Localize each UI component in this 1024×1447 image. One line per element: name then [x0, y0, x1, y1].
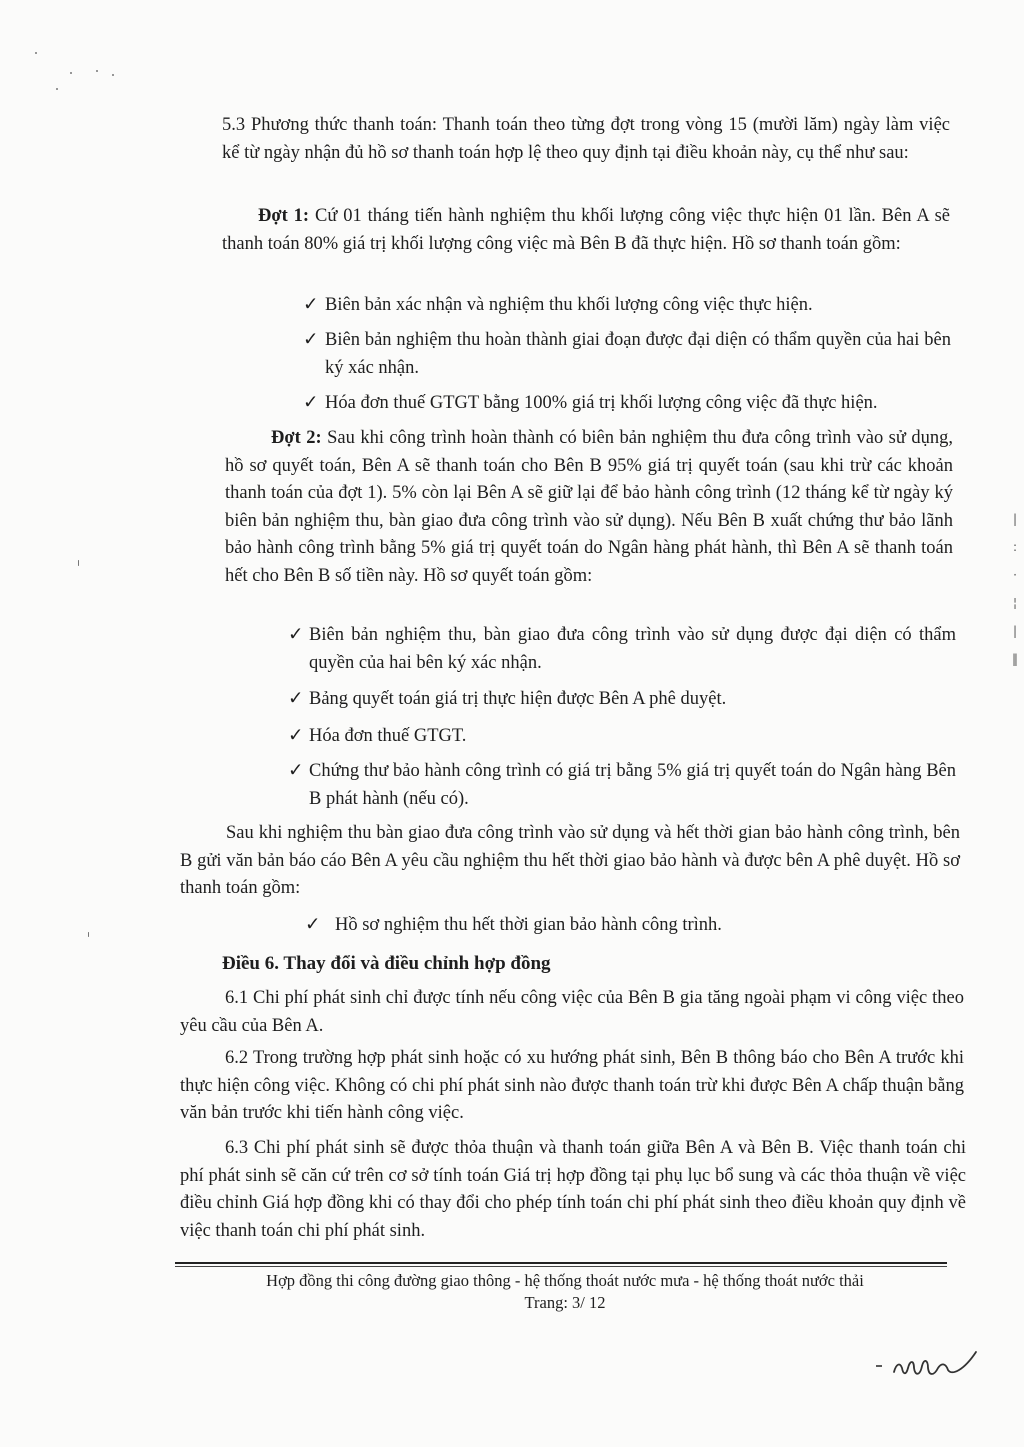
check-icon: ✓ [303, 330, 319, 350]
dot2-text: Sau khi công trình hoàn thành có biên bản nghiệm thu đưa công trình vào sử dụng, hồ sơ quyết toán, Bên A sẽ thanh toán cho Bên B 95% giá trị quyết toán (sau khi trừ các khoản thanh toán của đợt 1). 5% còn lại Bên A sẽ giữ lại để bảo hành công trình (12 tháng kể từ ngày ký biên bản nghiệm thu, bàn giao đưa công trình vào sử dụng). Nếu Bên B xuất chứng thư bảo lãnh bảo hành công trình bằng 5% giá trị quyết toán do Ngân hàng phát hành, thì Bên A sẽ thanh toán hết cho Bên B số tiền này. Hồ sơ quyết toán gồm: [225, 428, 953, 586]
dot1-item-text: Hóa đơn thuế GTGT bằng 100% giá trị khối lượng công việc đã thực hiện. [325, 393, 878, 413]
footer-title: Hợp đồng thi công đường giao thông - hệ thống thoát nước mưa - hệ thống thoát nước thải [266, 1271, 864, 1290]
check-icon: ✓ [303, 393, 319, 413]
check-icon: ✓ [288, 726, 304, 746]
dot1-item [303, 390, 951, 418]
signature-mark [872, 1342, 987, 1388]
section-5-3-text: 5.3 Phương thức thanh toán: Thanh toán theo từng đợt trong vòng 15 (mười lăm) ngày làm việc kể từ ngày nhận đủ hồ sơ thanh toán hợp lệ theo quy định tại điều khoản này, cụ thể như sau: [222, 115, 950, 163]
article-6-1: 6.1 Chi phí phát sinh chỉ được tính nếu công việc của Bên B gia tăng ngoài phạm vi công việc theo yêu cầu của Bên A. [180, 988, 964, 1036]
dot2-item-text: Biên bản nghiệm thu, bàn giao đưa công trình vào sử dụng được đại diện có thẩm quyền của hai bên ký xác nhận. [309, 625, 956, 673]
scan-speck [70, 72, 72, 74]
scan-speck [78, 560, 79, 566]
scan-speck [88, 932, 89, 937]
dot1-item-text: Biên bản nghiệm thu hoàn thành giai đoạn được đại diện có thẩm quyền của hai bên ký xác nhận. [325, 330, 951, 378]
scan-speck [35, 52, 37, 54]
article-6-heading: Điều 6. Thay đổi và điều chỉnh hợp đồng [222, 953, 551, 974]
dot1-paragraph [222, 203, 950, 258]
dot2-paragraph [225, 425, 953, 590]
scan-speck [112, 74, 114, 76]
dot1-item-text: Biên bản xác nhận và nghiệm thu khối lượng công việc thực hiện. [325, 295, 813, 315]
dot2-item [288, 758, 956, 813]
page-number: Trang: 3/ 12 [524, 1293, 606, 1312]
check-icon: ✓ [303, 295, 319, 315]
check-icon: ✓ [305, 915, 321, 935]
footer-rule [175, 1266, 947, 1267]
dot1-label: Đợt 1: [258, 206, 310, 226]
dot1-item [303, 292, 951, 320]
dot2-item-text: Hóa đơn thuế GTGT. [309, 726, 467, 746]
article-6-3: 6.3 Chi phí phát sinh sẽ được thỏa thuận và thanh toán giữa Bên A và Bên B. Việc thanh toán chi phí phát sinh sẽ căn cứ trên cơ sở tính toán Giá trị hợp đồng tại phụ lục bổ sung và các thỏa thuận về việc điều chỉnh Giá hợp đồng khi có thay đổi cho phép tính toán chi phí phát sinh theo điều khoản quy định về việc thanh toán chi phí phát sinh. [180, 1138, 966, 1241]
dot2-item [288, 686, 956, 714]
check-icon: ✓ [288, 689, 304, 709]
dot1-text: Cứ 01 tháng tiến hành nghiệm thu khối lượng công việc thực hiện 01 lần. Bên A sẽ thanh toán 80% giá trị khối lượng công việc mà Bên B đã thực hiện. Hồ sơ thanh toán gồm: [222, 206, 950, 254]
dot1-item [303, 327, 951, 382]
after-warranty-paragraph: Sau khi nghiệm thu bàn giao đưa công trình vào sử dụng và hết thời gian bảo hành công trình, bên B gửi văn bản báo cáo Bên A yêu cầu nghiệm thu hết thời giao bảo hành và được bên A phê duyệt. Hồ sơ thanh toán gồm: [180, 823, 960, 898]
after-warranty-item [305, 912, 945, 940]
dot2-item-text: Bảng quyết toán giá trị thực hiện được Bên A phê duyệt. [309, 689, 727, 709]
after-warranty-item-text: Hồ sơ nghiệm thu hết thời gian bảo hành công trình. [335, 915, 722, 935]
scan-speck [56, 88, 58, 90]
scan-speck [96, 70, 98, 72]
dot2-item-text: Chứng thư bảo hành công trình có giá trị bằng 5% giá trị quyết toán do Ngân hàng Bên B phát hành (nếu có). [309, 761, 956, 809]
margin-stamp-trace: | : · ¦ | ‖ [1012, 512, 1018, 666]
footer-rule [175, 1262, 947, 1264]
check-icon: ✓ [288, 761, 304, 781]
dot2-item [288, 723, 956, 751]
check-icon: ✓ [288, 625, 304, 645]
article-6-2: 6.2 Trong trường hợp phát sinh hoặc có xu hướng phát sinh, Bên B thông báo cho Bên A trước khi thực hiện công việc. Không có chi phí phát sinh nào được thanh toán trừ khi được Bên A chấp thuận bằng văn bản trước khi tiến hành công việc. [180, 1048, 964, 1123]
dot2-item [288, 622, 956, 677]
dot2-label: Đợt 2: [271, 428, 322, 448]
